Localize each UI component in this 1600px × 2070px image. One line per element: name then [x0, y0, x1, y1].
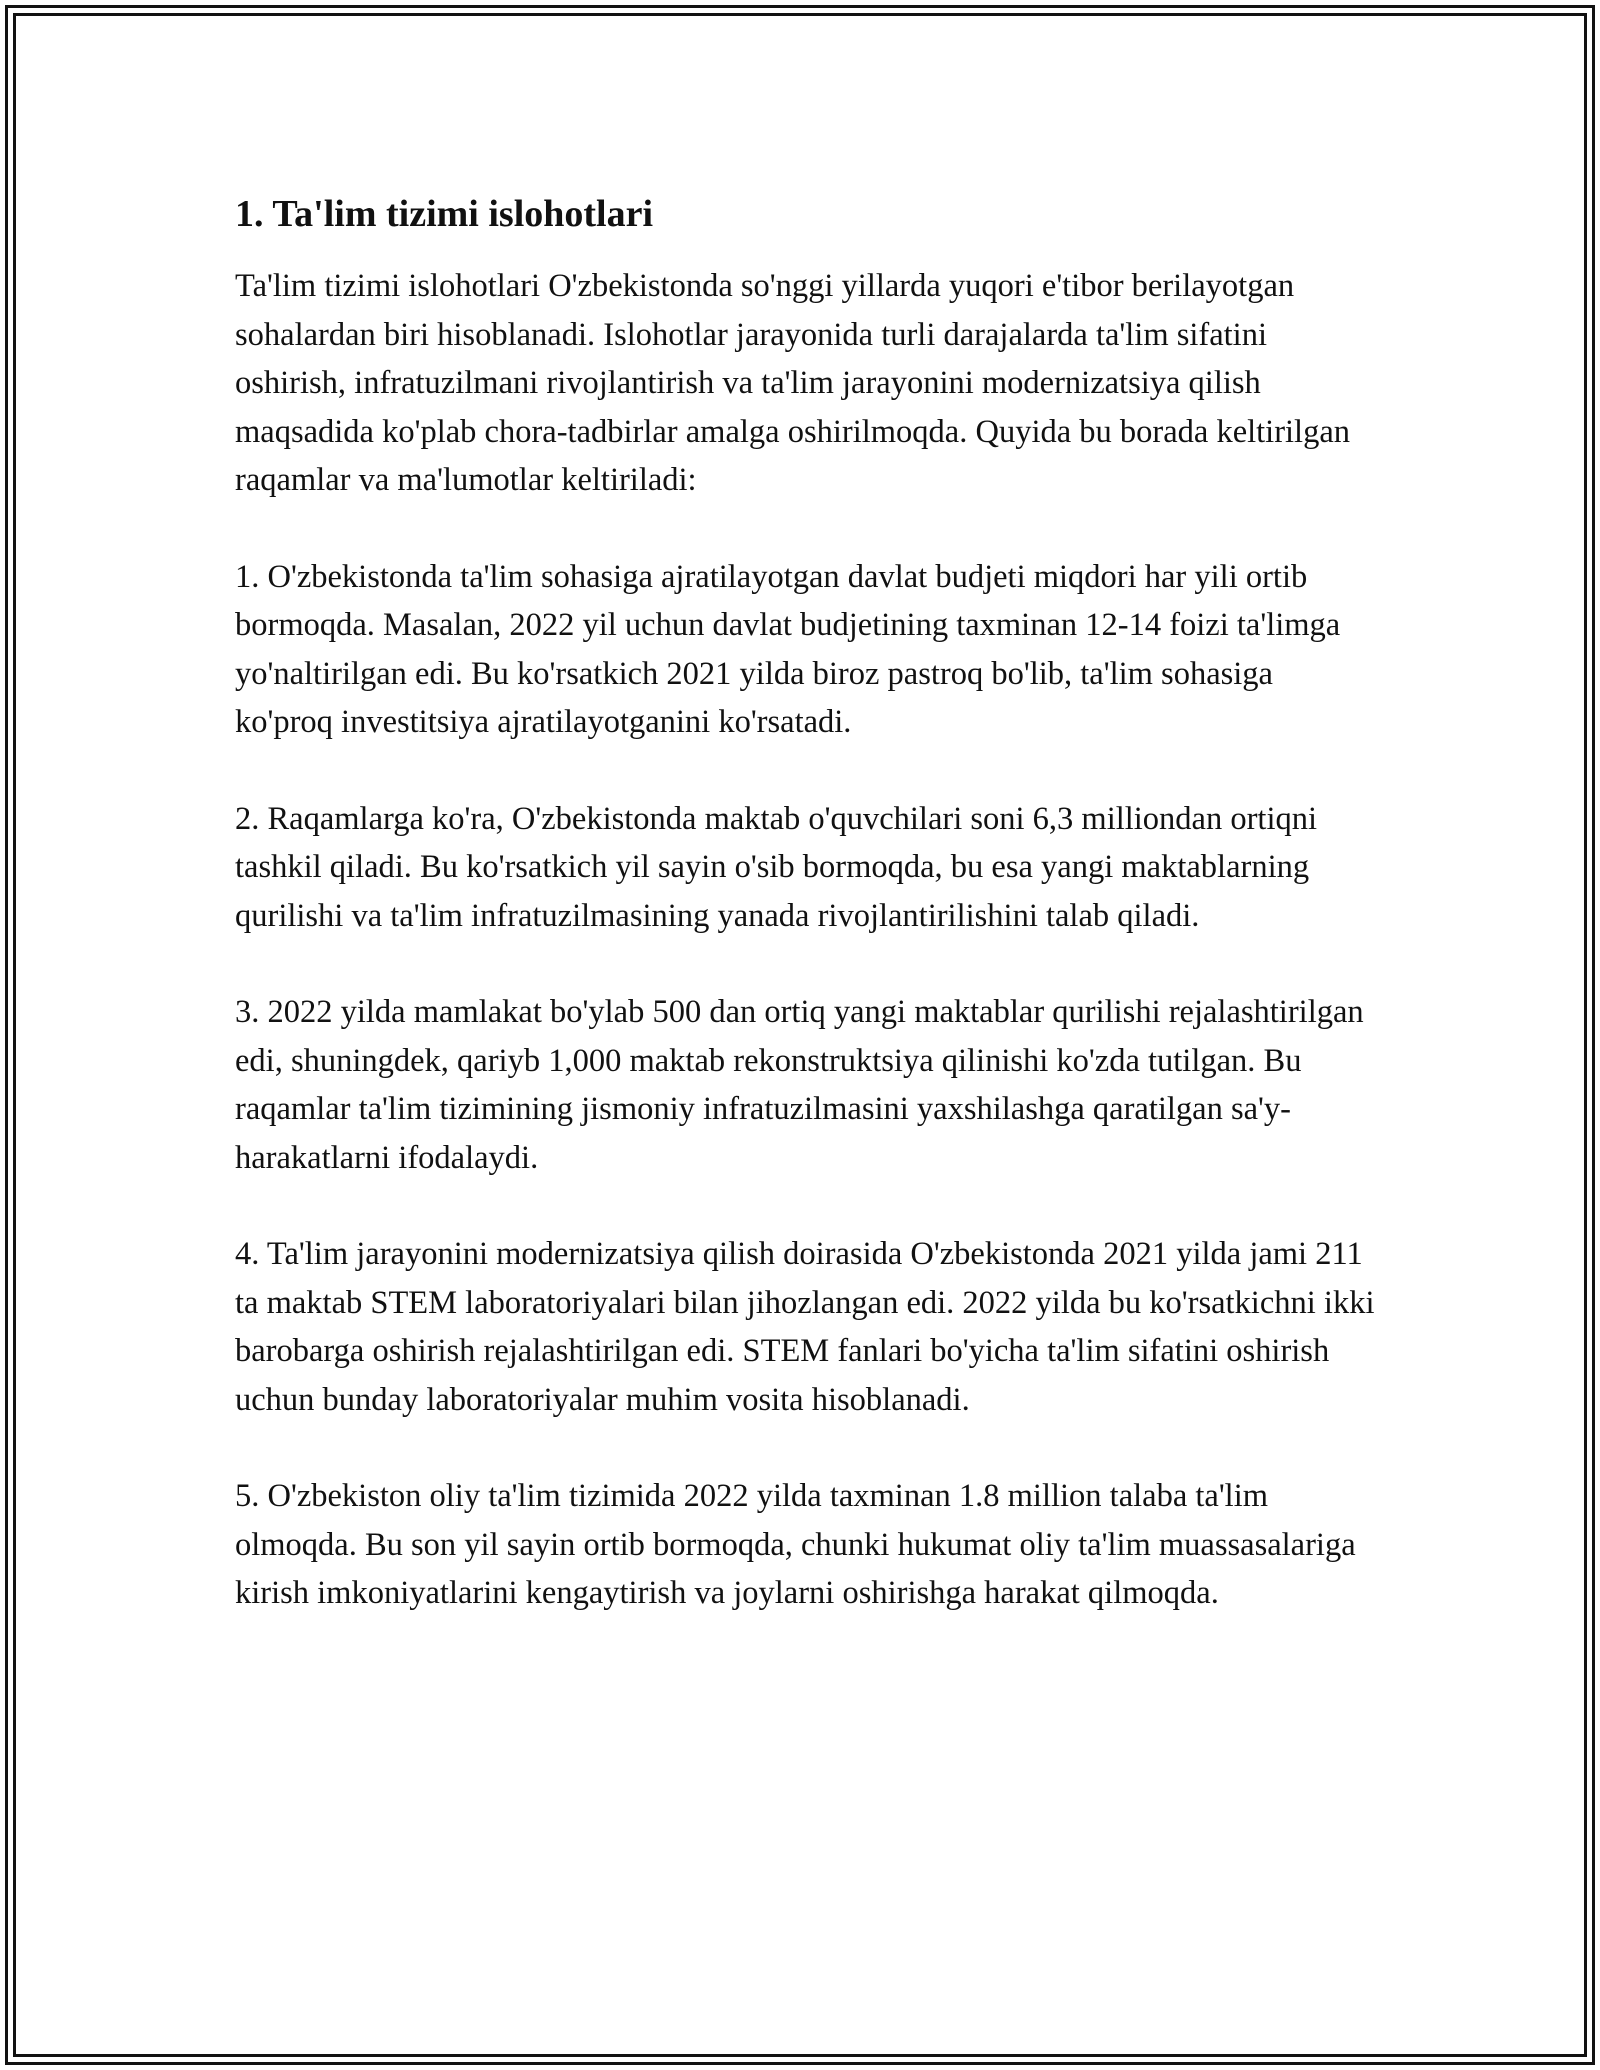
- section-heading: 1. Ta'lim tizimi islohotlari: [235, 193, 654, 235]
- point-5-paragraph: 5. O'zbekiston oliy ta'lim tizimida 2022 yilda taxminan 1.8 million talaba ta'lim olmoqda. Bu son yil sayin ortib bormoqda, chunki hukumat oliy ta'lim muassasalariga kirish imkoniyatlarini kengaytirish va joylarni oshirishga harakat qilmoqda.: [235, 1478, 1356, 1611]
- document-body: [235, 188, 1375, 1666]
- point-3-paragraph: 3. 2022 yilda mamlakat bo'ylab 500 dan ortiq yangi maktablar qurilishi rejalashtirilgan edi, shuningdek, qariyb 1,000 maktab rekonstruktsiya qilinishi ko'zda tutilgan. Bu raqamlar ta'lim tizimining jismoniy infratuzilmasini yaxshilashga qaratilgan sa'y-harakatlarni ifodalaydi.: [235, 994, 1364, 1176]
- intro-paragraph: Ta'lim tizimi islohotlari O'zbekistonda so'nggi yillarda yuqori e'tibor berilayotgan sohalardan biri hisoblanadi. Islohotlar jarayonida turli darajalarda ta'lim sifatini oshirish, infratuzilmani rivojlantirish va ta'lim jarayonini modernizatsiya qilish maqsadida ko'plab chora-tadbirlar amalga oshirilmoqda. Quyida bu borada keltirilgan raqamlar va ma'lumotlar keltiriladi:: [235, 268, 1351, 498]
- point-1-paragraph: 1. O'zbekistonda ta'lim sohasiga ajratilayotgan davlat budjeti miqdori har yili ortib bormoqda. Masalan, 2022 yil uchun davlat budjetining taxminan 12-14 foizi ta'limga yo'naltirilgan edi. Bu ko'rsatkich 2021 yilda biroz pastroq bo'lib, ta'lim sohasiga ko'proq investitsiya ajratilayotganini ko'rsatadi.: [235, 558, 1341, 740]
- point-2-paragraph: 2. Raqamlarga ko'ra, O'zbekistonda maktab o'quvchilari soni 6,3 milliondan ortiqni tashkil qiladi. Bu ko'rsatkich yil sayin o'sib bormoqda, bu esa yangi maktablarning qurilishi va ta'lim infratuzilmasining yanada rivojlantirilishini talab qiladi.: [235, 800, 1318, 934]
- point-4-paragraph: 4. Ta'lim jarayonini modernizatsiya qilish doirasida O'zbekistonda 2021 yilda jami 211 ta maktab STEM laboratoriyalari bilan jihozlangan edi. 2022 yilda bu ko'rsatkichni ikki barobarga oshirish rejalashtirilgan edi. STEM fanlari bo'yicha ta'lim sifatini oshirish uchun bunday laboratoriyalar muhim vosita hisoblanadi.: [235, 1236, 1375, 1418]
